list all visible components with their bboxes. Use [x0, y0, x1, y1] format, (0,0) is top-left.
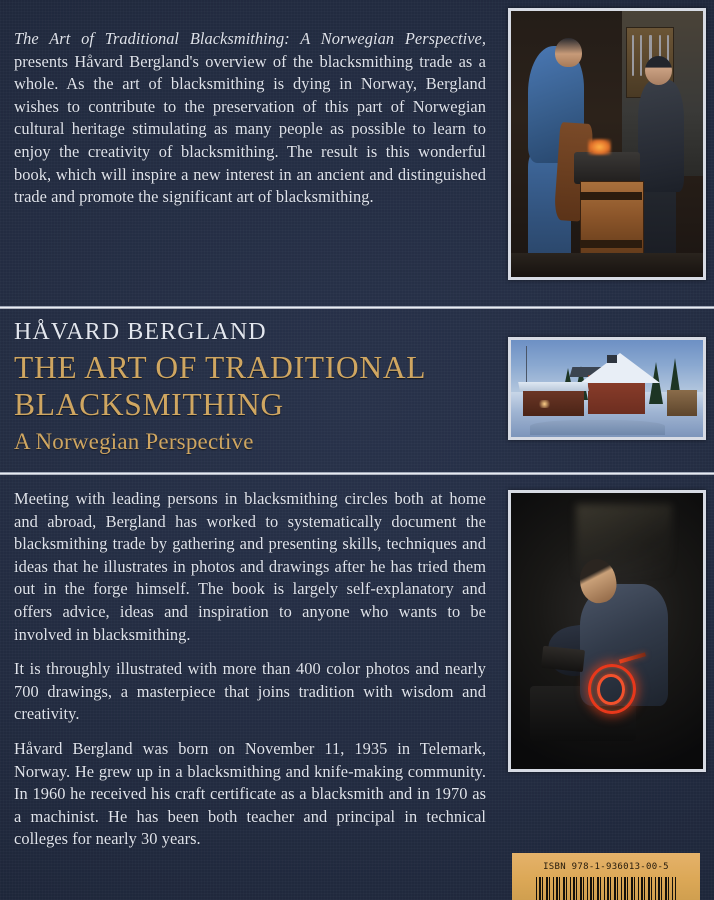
- book-title-line-2: BLACKSMITHING: [14, 387, 284, 422]
- winter-farm-photo: [508, 337, 706, 440]
- bottom-blurb-paragraph-2: It is throughly illustrated with more than 400 color photos and nearly 700 drawings, a masterpiece that joins tradition with wisdom and creativity.: [14, 659, 486, 724]
- barn-snow-roof: [518, 382, 589, 391]
- divider-rule-top: [0, 306, 714, 309]
- top-blurb-block: [14, 28, 486, 209]
- bottom-blurb-paragraph-3: Håvard Bergland was born on November 11, 1935 in Telemark, Norway. He grew up in a blacksmithing and knife-making community. In 1960 he received his craft certificate as a blacksmith and in 1970 as a machinist. He has been both teacher and principal in technical colleges for nearly 30 years.: [14, 738, 486, 849]
- isbn-barcode-block: [512, 853, 700, 900]
- book-title-line-1: THE ART OF TRADITIONAL: [14, 350, 427, 385]
- anvil: [574, 152, 639, 184]
- stump-band: [580, 192, 641, 200]
- forge-floor: [511, 253, 703, 277]
- shelf-tool: [640, 35, 642, 76]
- wooden-shed: [667, 390, 698, 415]
- isbn-text: ISBN 978-1-936013-00-5: [543, 862, 669, 872]
- divider-rule-bottom: [0, 472, 714, 475]
- snow-covered-roof: [580, 353, 660, 383]
- book-title-italic-lead: The Art of Traditional Blacksmithing: A Norwegian Perspective,: [14, 29, 486, 48]
- book-subtitle: A Norwegian Perspective: [14, 429, 254, 454]
- shelf-tool: [632, 35, 634, 76]
- red-barn: [523, 389, 584, 416]
- top-blurb-paragraph: [14, 28, 486, 209]
- bottom-blurb-block: [14, 488, 486, 851]
- forge-duo-photo-content: [511, 11, 703, 277]
- forge-duo-photo: [508, 8, 706, 280]
- window-light-glow: [538, 400, 551, 408]
- chimney: [607, 355, 617, 364]
- glowing-iron-spiral-inner: [597, 674, 624, 705]
- smith-head: [555, 38, 582, 67]
- apprentice-torso: [638, 80, 684, 192]
- winter-farm-photo-content: [511, 340, 703, 437]
- smith-scroll-photo: [508, 490, 706, 772]
- snowy-road: [530, 420, 664, 436]
- hot-iron-glow: [588, 139, 611, 155]
- smith-scroll-photo-content: [511, 493, 703, 769]
- stump-band: [580, 240, 641, 248]
- barcode-bars: [536, 877, 676, 900]
- author-name: HÅVARD BERGLAND: [14, 319, 267, 345]
- title-band: [14, 318, 486, 456]
- bottom-blurb-paragraph-1: Meeting with leading persons in blacksmithing circles both at home and abroad, Bergland has worked to systematically document the blacksmithing trade by gathering and presenting skills, techniques and ideas that he illustrates in photos and drawings after he has tried them out in the forge himself. The book is largely self-explanatory and offers advice, ideas and inspiration to anyone who wants to be involved in blacksmithing.: [14, 489, 486, 644]
- hammer: [541, 645, 585, 671]
- top-blurb-rest: presents Håvard Bergland's overview of the blacksmithing trade as a whole. As the art of blacksmithing is dying in Norway, Bergland wishes to contribute to the preservation of this part of Norwegian cultural heritage stimulating as many people as possible to learn to enjoy the creativity of blacksmithing. The result is this wonderful book, which will inspire a new interest in an ancient and distinguished trade and promote the significant art of blacksmithing.: [14, 51, 486, 207]
